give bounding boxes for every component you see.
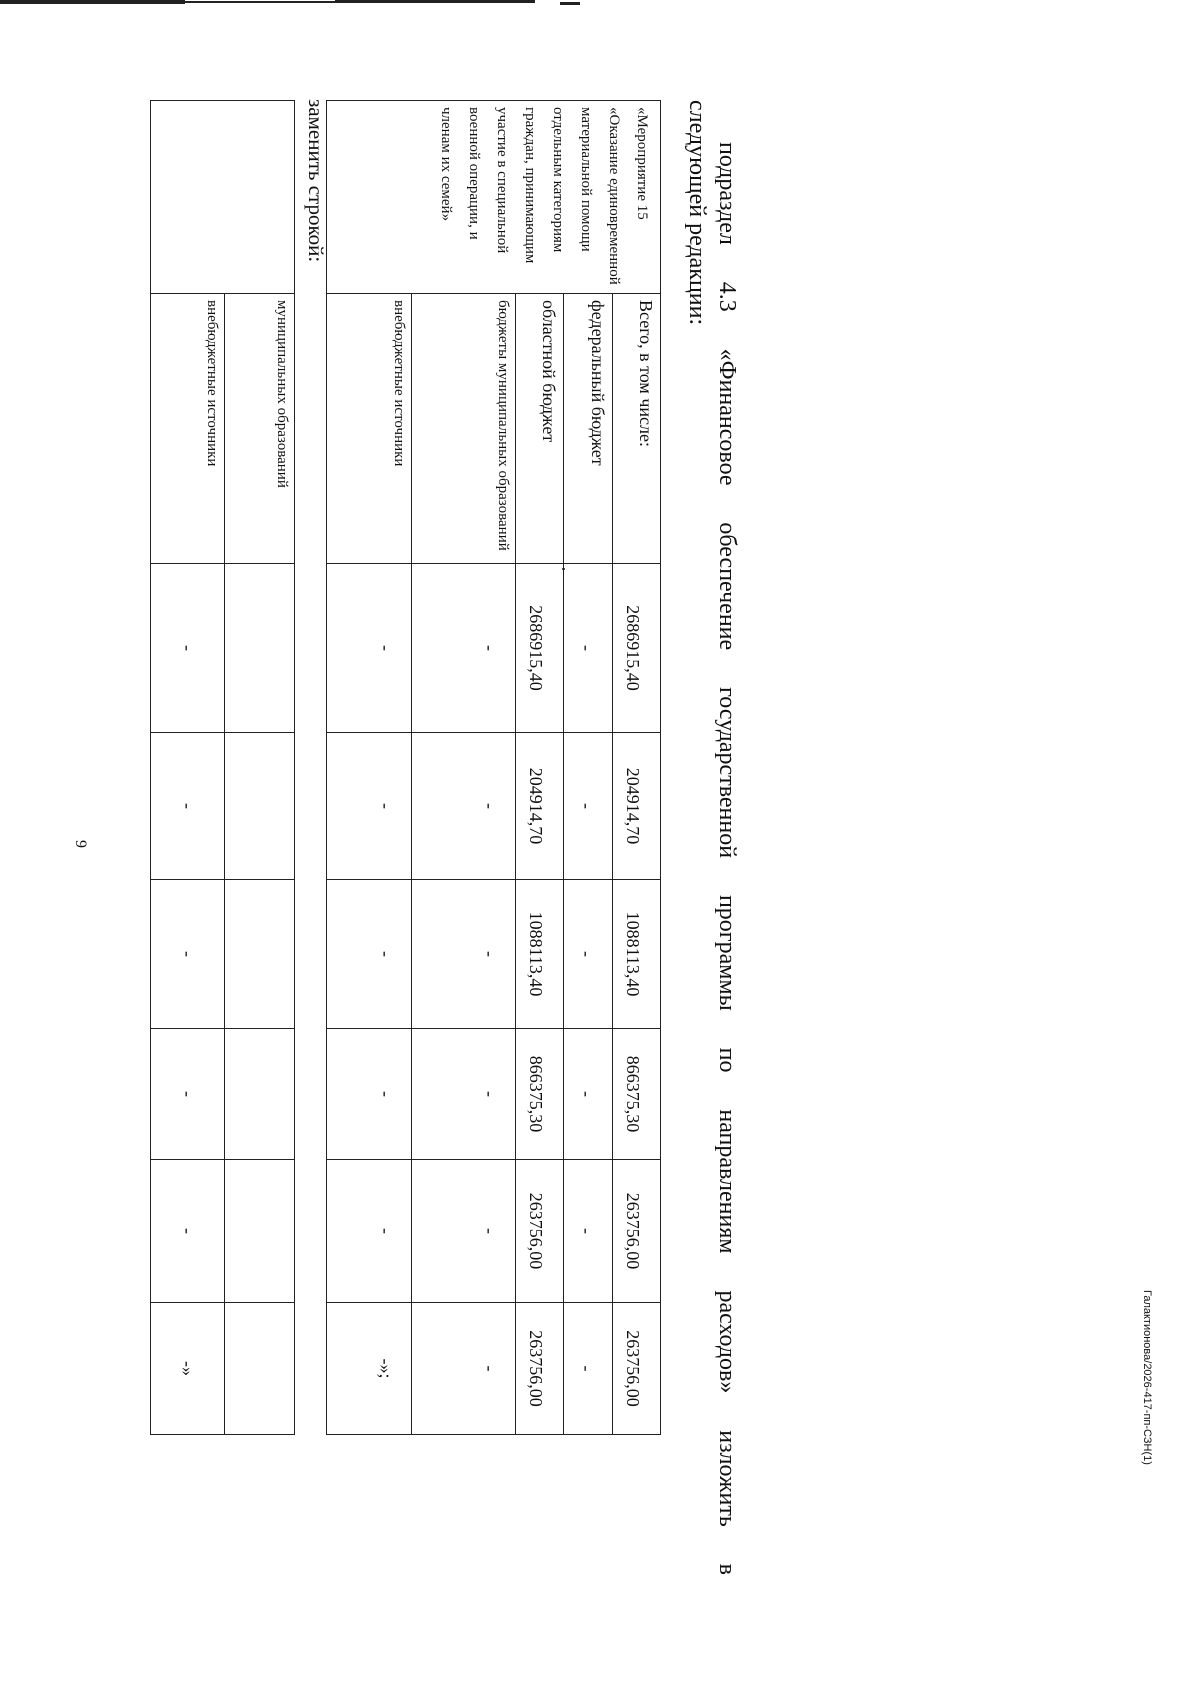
replace-caption: заменить строкой: [304, 99, 328, 263]
value-cell: 263756,00 [612, 1303, 660, 1435]
value-cell: - [411, 564, 516, 733]
value-cell: 2686915,40 [612, 564, 660, 733]
source-label: федеральный бюджет [564, 294, 612, 564]
value-cell [224, 1029, 294, 1160]
value-cell: - [411, 733, 516, 880]
value-cell: - [564, 1303, 612, 1435]
value-cell: - [411, 880, 516, 1029]
value-cell: - [327, 564, 412, 733]
value-cell: 263756,00 [516, 1160, 564, 1303]
value-cell: 204914,70 [612, 733, 660, 880]
value-cell: - [564, 1160, 612, 1303]
value-cell: - [151, 1029, 225, 1160]
value-cell: 1088113,40 [516, 880, 564, 1029]
value-cell [224, 733, 294, 880]
value-cell: 1088113,40 [612, 880, 660, 1029]
table-row [327, 101, 412, 1435]
table-row [516, 101, 564, 1435]
source-label: областной бюджет [516, 294, 564, 564]
value-cell: 866375,30 [516, 1029, 564, 1160]
value-cell: - [151, 564, 225, 733]
footer-code: Галактионова/2026-417-пп-СЗН(1) [1141, 1290, 1153, 1465]
source-label: внебюджетные источники [151, 294, 225, 564]
previous-table-fragment [150, 100, 295, 1435]
replacement-table [326, 100, 661, 1435]
amendment-paragraph [682, 100, 742, 1575]
table-row [612, 101, 660, 1435]
source-label: муниципальных образований [224, 294, 294, 564]
value-cell: 866375,30 [612, 1029, 660, 1160]
value-cell: 263756,00 [612, 1160, 660, 1303]
paragraph-line: следующей редакции: [684, 100, 710, 326]
table-row [224, 101, 294, 1435]
value-cell: 2686915,40 [516, 564, 564, 733]
value-cell: - [564, 880, 612, 1029]
value-cell: - [151, 880, 225, 1029]
value-cell: - [327, 1029, 412, 1160]
value-cell: 204914,70 [516, 733, 564, 880]
table-row [151, 101, 225, 1435]
value-cell [224, 880, 294, 1029]
value-cell [224, 564, 294, 733]
value-cell: 263756,00 [516, 1303, 564, 1435]
value-cell: - [411, 1160, 516, 1303]
value-cell: - [564, 733, 612, 880]
value-cell: - [151, 733, 225, 880]
value-cell: -» [151, 1303, 225, 1435]
table-row [564, 101, 612, 1435]
value-cell: - [327, 1160, 412, 1303]
value-cell: - [327, 733, 412, 880]
table-row [411, 101, 516, 1435]
source-label: внебюджетные источники [327, 294, 412, 564]
paragraph-line: подраздел 4.3 «Финансовое обеспечение государственной программы по направлениям расходов» изложить в [714, 142, 740, 1575]
page-number: 9 [72, 840, 89, 848]
value-cell: - [411, 1303, 516, 1435]
value-cell: - [327, 880, 412, 1029]
value-cell: - [564, 564, 612, 733]
event-title: «Мероприятие 15 «Оказание единовременной материальной помощи отдельным категориям граждан, принимающим участие в специальной военной операции, и членам их семей» [327, 101, 661, 294]
empty-event-cell [151, 101, 295, 294]
source-label: Всего, в том числе: [612, 294, 660, 564]
value-cell: - [564, 1029, 612, 1160]
value-cell [224, 1160, 294, 1303]
source-label: бюджеты муниципальных образований [411, 294, 516, 564]
value-cell: - [411, 1029, 516, 1160]
value-cell: - [151, 1160, 225, 1303]
value-cell [224, 1303, 294, 1435]
value-cell: -»; [327, 1303, 412, 1435]
